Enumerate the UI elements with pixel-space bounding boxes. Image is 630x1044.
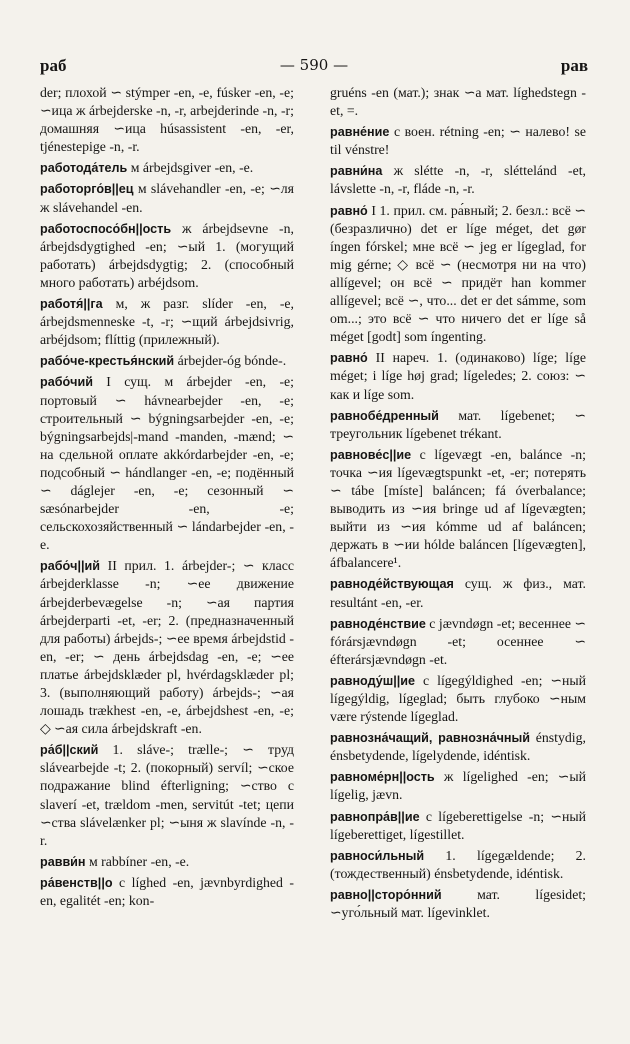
dictionary-entry: рабо́ч||ий II прил. 1. árbejder-; ∽ класс árbejderklasse -n; ∽ее движение árbejderbevægelse -n; ∽ая партия árbejderparti -et, -er; 2. (предназначенный для работы) árbejds-; ∽ее время árbejdstid -en, -er; ∽ день árbejdsdag -en, -e; ∽ее платье árbejdsklæder pl, hvérdagsklæder pl; 3. (выполняющий работу) árbejds-; ∽ая лошадь trækhest -en, -e, árbejdshest -en, -e; ◇ ∽ая сила árbejdskraft -en.: [40, 558, 294, 737]
dictionary-entry: равноде́нствие с jævndøgn -et; весеннее ∽ fórársjævndøgn -et; осеннее ∽ éfterársjævndøgn -et.: [330, 615, 586, 667]
right-column: [330, 84, 586, 925]
dictionary-entry: работорго́в||ец м slávehandler -en, -e; ∽ля ж slávehandel -en.: [40, 181, 294, 215]
dictionary-entry: равно́ I 1. прил. см. ра́вный; 2. безл.: всё ∽ (безразлично) det er líge méget, det gør íngen fórskel; мне всё ∽ jeg er lígeglad, for mig gérne; ◇ всё ∽ (несмотря ни на что) allígevel; он всё ∽ придёт han kommer allígevel; всё ∽, что... det er det sámme, som om...; это всё ∽ что ничего det er líge så méget [godt] som íngenting.: [330, 202, 586, 345]
header-right-guide-word: рав: [560, 56, 588, 75]
page-header: [40, 56, 588, 80]
dictionary-entry: равнозна́чащий, равнозна́чный énstydig, énsbetydende, lígelydende, idéntisk.: [330, 730, 586, 764]
dictionary-entry: der; плохой ∽ stýmper -en, -e, fúsker -en, -e; ∽ица ж árbejderske -n, -r, arbejderinde -n, -r; домашняя ∽ица húsassistent -en, -er, tjénestepige -n, -r.: [40, 85, 294, 155]
header-left-guide-word: раб: [40, 56, 67, 75]
dictionary-entry: работода́тель м árbejdsgiver -en, -e.: [40, 160, 254, 176]
dictionary-entry: равноме́рн||ость ж lígelighed -en; ∽ый lígelig, jævn.: [330, 769, 586, 803]
dictionary-entry: равно́ II нареч. 1. (одинаково) líge; líge méget; i líge høj grad; lígeledes; 2. союз: ∽ как и líge som.: [330, 350, 586, 402]
left-column: [40, 84, 294, 913]
dictionary-entry: работя́||га м, ж разг. slíder -en, -e, árbejdsmenneske -t, -r; ∽щий árbejdsivrig, arbéjdsom; flíttig (прилежный).: [40, 296, 294, 348]
dictionary-entry: рабо́чий I сущ. м árbejder -en, -e; портовый ∽ hávnearbejder -en, -e; строительный ∽ býgningsarbejder -en, -e; býgningsarbejds|-mand -manden, -mænd; ∽ на сдельной оплате akkórdarbejder -en, -e; подсобный ∽ hándlanger -en, -e; подённый ∽ dáglejer -en, -e; сезонный ∽ sæsónarbejder -en, -e; сельскохозяйственный ∽ lándarbejder -en, -e.: [40, 374, 294, 553]
dictionary-entry: работоспосо́бн||ость ж árbejdsevne -n, árbejdsdygtighed -en; ∽ый 1. (могущий работать) árbejdsdygtig; 2. (способный много работать) arbéjdsom.: [40, 220, 294, 290]
dictionary-entry: равноде́йствующая сущ. ж физ., мат. resultánt -en, -er.: [330, 576, 586, 610]
dictionary-entry: равнове́с||ие с lígevægt -en, balánce -n; точка ∽ия lígevægtspunkt -et, -er; потерять ∽ tábe [míste] baláncen; fá óverbalance; выводить из ∽ия bringe ud af lígevægten; выйти из ∽ия kómme ud af baláncen; держать в ∽ии hólde baláncen [lígevægten], áfbalancere¹.: [330, 446, 586, 571]
dictionary-entry: равви́н м rabbíner -en, -e.: [40, 853, 190, 869]
dictionary-entry: равноси́льный 1. lígegældende; 2. (тождественный) énsbetydende, idéntisk.: [330, 847, 586, 881]
dictionary-entry: gruéns -en (мат.); знак ∽а мат. líghedstegn -et, =.: [330, 85, 586, 119]
dictionary-entry: ра́венств||о с líghed -en, jævnbyrdighed -en, egalitét -en; kon-: [40, 874, 294, 909]
dictionary-entry: равноду́ш||ие с lígegýldighed -en; ∽ный lígegýldig, lígeglad; быть глубоко ∽ным være rýstende lígeglad.: [330, 672, 586, 725]
dictionary-entry: рабо́че-крестья́нский árbejder-óg bónde-.: [40, 353, 287, 369]
dictionary-entry: равнобе́дренный мат. lígebenet; ∽ треугольник lígebenet trékant.: [330, 407, 586, 441]
dictionary-entry: равни́на ж slétte -n, -r, sléttelánd -et, lávslette -n, -r, fláde -n, -r.: [330, 163, 586, 197]
dictionary-entry: равно||сторо́нний мат. lígesidet; ∽уго́льный мат. lígevinklet.: [330, 886, 586, 921]
page-number: — 590 —: [279, 56, 349, 74]
dictionary-entry: равне́ние с воен. rétning -en; ∽ налево! se til vénstre!: [330, 124, 586, 158]
dictionary-entry: ра́б||ский 1. sláve-; trælle-; ∽ труд slávearbejde -t; 2. (покорный) servíl; ∽ское подражание blind éfterligning; ∽ство с slaverí -et, trældom -men, servitút -tet; цепи ∽ства slávelænker pl; ∽ыня ж slavínde -n, -r.: [40, 742, 294, 848]
dictionary-entry: равнопра́в||ие с lígeberettigelse -n; ∽ный lígeberettiget, lígestillet.: [330, 808, 586, 842]
